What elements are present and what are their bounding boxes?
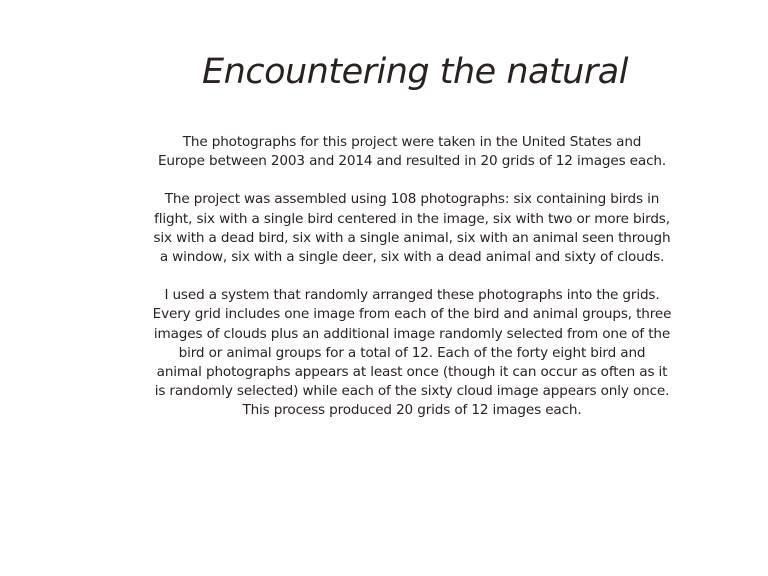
page-title: Encountering the natural [202,52,628,92]
text-line: Europe between 2003 and 2014 and resulted in 20 grids of 12 images each. [157,153,667,170]
paragraph-photographs-origin [152,133,672,171]
text-line: images of clouds plus an additional image randomly selected from one of the [153,325,671,342]
text-line: is randomly selected) while each of the sixty cloud image appears only once. [154,383,670,400]
text-line: six with a dead bird, six with a single animal, six with an animal seen through [153,229,671,246]
paragraph-photograph-groups [152,190,672,267]
text-line: flight, six with a single bird centered in the image, six with two or more birds, [154,210,670,227]
paragraph-grid-system [152,286,672,420]
text-line: a window, six with a single deer, six with a dead animal and sixty of clouds. [159,249,665,266]
text-line: Every grid includes one image from each of the bird and animal groups, three [152,306,672,323]
text-line: bird or animal groups for a total of 12. Each of the forty eight bird and [178,344,646,361]
text-line: The project was assembled using 108 photographs: six containing birds in [164,191,660,208]
project-statement [152,133,672,440]
text-line: animal photographs appears at least once (though it can occur as often as it [156,364,668,381]
text-line: This process produced 20 grids of 12 images each. [242,402,582,419]
text-line: The photographs for this project were taken in the United States and [182,134,642,150]
text-line: I used a system that randomly arranged these photographs into the grids. [164,287,660,304]
